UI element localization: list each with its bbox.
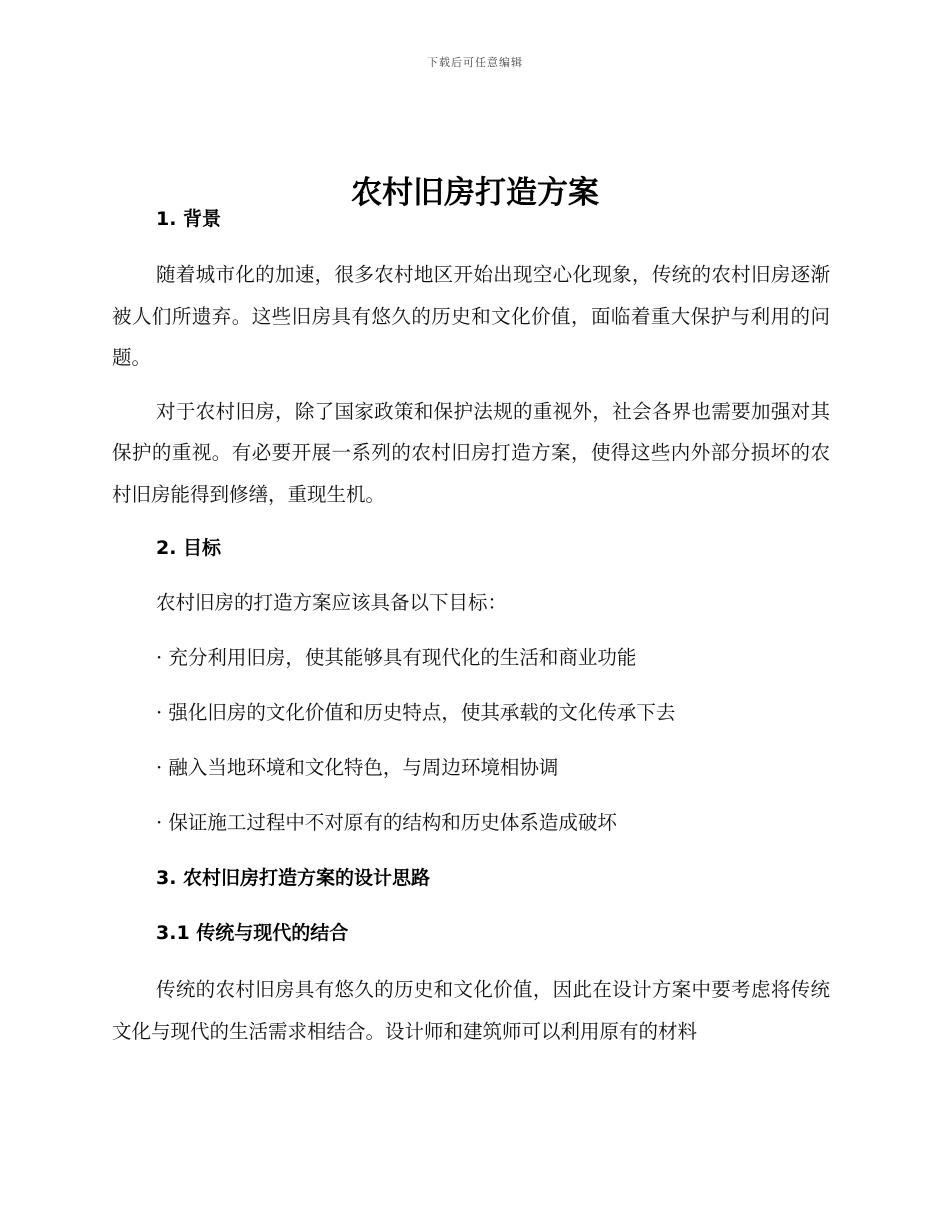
goals-intro: 农村旧房的打造方案应该具备以下目标：: [156, 591, 508, 614]
spacer: [112, 732, 830, 749]
document-body: [112, 200, 830, 1052]
spacer: [112, 897, 830, 914]
spacer: [112, 567, 830, 584]
paragraph-design-1: 传统的农村旧房具有悠久的历史和文化价值，因此在设计方案中要考虑将传统文化与现代的生活需求相结合。设计师和建筑师可以利用原有的材料: [112, 978, 830, 1043]
paragraph-background-2: 对于农村旧房，除了国家政策和保护法规的重视外，社会各界也需要加强对其保护的重视。有必要开展一系列的农村旧房打造方案，使得这些内外部分损坏的农村旧房能得到修缮，重现生机。: [112, 399, 830, 506]
goal-item: · 充分利用旧房，使其能够具有现代化的生活和商业功能: [156, 646, 637, 669]
section-heading-design: 3. 农村旧房打造方案的设计思路: [156, 867, 431, 889]
subsection-heading-tradition-modern: 3.1 传统与现代的结合: [156, 922, 349, 944]
spacer: [112, 787, 830, 804]
goal-item: · 融入当地环境和文化特色，与周边环境相协调: [156, 756, 559, 779]
section-heading-goals: 2. 目标: [156, 537, 222, 559]
header-note: 下载后可任意编辑: [427, 56, 523, 69]
document-title: 农村旧房打造方案: [351, 174, 599, 211]
goal-item: · 强化旧房的文化价值和历史特点，使其承载的文化传承下去: [156, 701, 676, 724]
spacer: [112, 952, 830, 969]
spacer: [112, 677, 830, 694]
section-heading-background: 1. 背景: [156, 208, 222, 230]
spacer: [112, 842, 830, 859]
spacer: [112, 622, 830, 639]
paragraph-background-1: 随着城市化的加速，很多农村地区开始出现空心化现象，传统的农村旧房逐渐被人们所遗弃。这些旧房具有悠久的历史和文化价值，面临着重大保护与利用的问题。: [112, 263, 830, 369]
goal-item: · 保证施工过程中不对原有的结构和历史体系造成破坏: [156, 811, 617, 834]
